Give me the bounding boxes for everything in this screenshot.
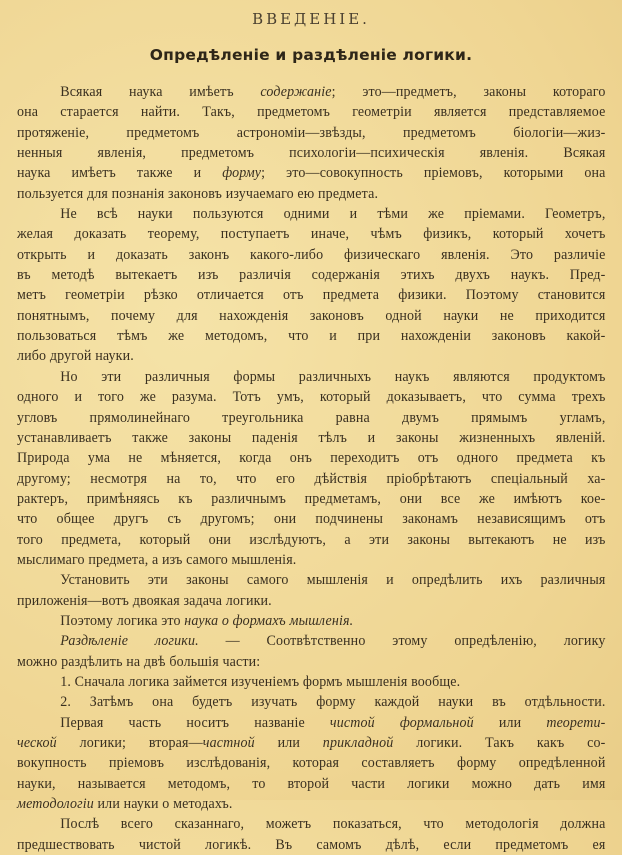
text-segment: ненныя явленія, предметомъ психологіи—психическія явленія. Всякая — [17, 145, 606, 162]
text-segment: 1. Сначала логика займется изученіемъ формъ мышленія вообще. — [60, 673, 461, 690]
text-segment: одного и того же разума. Тотъ умъ, который доказываетъ, что сумма трехъ — [17, 389, 606, 406]
text-line — [17, 713, 605, 733]
text-segment: или — [473, 714, 547, 731]
italic-text: содержаніе — [260, 84, 332, 100]
text-segment: 2. Затѣмъ она будетъ изучать форму каждой науки въ отдѣльности. — [60, 694, 606, 711]
text-line — [17, 367, 605, 387]
text-segment: или — [254, 735, 323, 751]
text-line — [17, 285, 605, 305]
text-segment: Первая часть носитъ названіе — [60, 714, 330, 731]
text-segment: она старается найти. Такъ, предметомъ геометріи является представляемое — [17, 104, 606, 121]
text-segment: пользуется для познанія законовъ изучаемаго ею предмета. — [17, 185, 379, 202]
text-line — [17, 652, 605, 672]
text-line — [17, 102, 605, 122]
text-segment: другому; несмотря на то, что его дѣйствія пріобрѣтаютъ спеціальный ха- — [17, 470, 606, 487]
text-segment: рактеръ, примѣняясь къ различнымъ предметамъ, они все же имѣютъ кое- — [17, 490, 606, 507]
text-line — [17, 408, 605, 428]
text-segment: Поэтому логика это — [60, 612, 185, 629]
text-line — [17, 346, 605, 366]
text-segment: либо другой науки. — [17, 348, 134, 365]
text-segment: метъ геометріи рѣзко отличается отъ предмета физики. Поэтому становится — [17, 287, 606, 304]
text-segment: устанавливаетъ также законы паденія тѣлъ и законы жизненныхъ явленій. — [17, 429, 606, 446]
text-line — [17, 814, 605, 834]
text-line — [17, 163, 605, 183]
text-segment: логики. Такъ какъ со- — [393, 735, 606, 751]
text-segment: — Соотвѣтственно этому опредѣленію, логику — [198, 633, 606, 650]
text-line — [17, 489, 605, 509]
text-line — [17, 184, 605, 204]
text-line — [17, 469, 605, 489]
text-segment: въ методѣ вытекаетъ изъ различія содержанія этихъ двухъ наукъ. Пред- — [17, 267, 606, 284]
text-line — [17, 143, 605, 163]
body-text — [17, 82, 606, 855]
text-line — [17, 591, 605, 611]
text-segment: предшествовать чистой логикѣ. Въ самомъ дѣлѣ, если предметомъ ея — [17, 836, 606, 853]
text-segment: угловъ прямолинейнаго треугольника равна двумъ прямымъ угламъ, — [17, 409, 606, 426]
text-line — [17, 570, 605, 590]
italic-text: форму — [222, 165, 262, 182]
text-segment: открыть и доказать законъ какого-либо физическаго явленія. Это различіе — [17, 246, 606, 263]
text-segment: или науки о методахъ. — [93, 796, 233, 813]
text-segment: вокупность пріемовъ изслѣдованія, которая составляетъ форму опредѣленной — [17, 755, 606, 772]
text-line — [17, 692, 605, 712]
text-segment: приложенія—вотъ двоякая задача логики. — [17, 592, 272, 609]
text-line — [17, 672, 605, 692]
italic-text: теорети- — [546, 714, 606, 731]
text-line — [17, 774, 605, 794]
text-segment: Но эти различныя формы различныхъ наукъ являются продуктомъ — [60, 368, 606, 385]
chapter-title: ВВЕДЕНІЕ. — [252, 10, 370, 28]
text-segment: ; это—предметъ, законы котораго — [331, 84, 606, 100]
italic-text: наука о формахъ мышленія. — [184, 612, 354, 629]
text-segment: можно раздѣлить на двѣ большія части: — [17, 653, 261, 670]
text-line — [17, 733, 605, 753]
text-line — [17, 387, 605, 407]
text-line — [17, 631, 605, 651]
italic-text: ческой — [17, 735, 57, 751]
text-segment: мыслимаго предмета, а изъ самого мышленія. — [17, 551, 297, 568]
text-line — [17, 753, 605, 773]
text-segment: Всякая наука имѣетъ — [60, 84, 261, 100]
text-segment: того предмета, который они изслѣдуютъ, а эти законы вытекаютъ не изъ — [17, 531, 606, 548]
text-segment: Послѣ всего сказаннаго, можетъ показаться, что методологія должна — [60, 816, 606, 833]
italic-text: Раздѣленіе логики. — [60, 633, 199, 650]
italic-text: прикладной — [322, 735, 394, 751]
text-segment: ; это—совокупность пріемовъ, которыми она — [261, 165, 606, 182]
text-line — [17, 326, 605, 346]
text-line — [17, 265, 605, 285]
text-segment: логики; вторая— — [56, 735, 203, 751]
italic-text: чистой формальной — [329, 714, 474, 731]
text-segment: Установить эти законы самого мышленія и опредѣлить ихъ различныя — [60, 572, 606, 589]
text-line — [17, 835, 605, 855]
text-segment: желая доказать теорему, поступаетъ иначе, чѣмъ физикъ, который хочетъ — [17, 226, 606, 243]
text-line — [17, 448, 605, 468]
text-line — [17, 306, 605, 326]
text-line — [17, 611, 605, 631]
text-segment: понятнымъ, почему для нахожденія законовъ одной науки не приходится — [17, 307, 606, 324]
text-segment: Не всѣ науки пользуются одними и тѣми же пріемами. Геометръ, — [60, 206, 606, 223]
text-line — [17, 245, 605, 265]
text-line — [17, 550, 605, 570]
text-segment: что общее другъ съ другомъ; они подчинены законамъ независящимъ отъ — [17, 511, 606, 528]
text-segment: пользоваться тѣмъ же методомъ, что и при нахожденіи законовъ какой- — [17, 328, 606, 345]
italic-text: методологіи — [17, 796, 94, 813]
text-segment: Природа ума не мѣняется, когда онъ переходитъ отъ одного предмета къ — [17, 450, 606, 467]
section-heading: Опредѣленіе и раздѣленіе логики. — [149, 46, 473, 64]
text-line — [17, 530, 605, 550]
text-segment: науки, называется методомъ, то второй части логики можно дать имя — [17, 775, 606, 792]
text-segment: наука имѣетъ также и — [17, 165, 223, 182]
text-line — [17, 82, 605, 102]
italic-text: частной — [202, 735, 255, 751]
text-segment: протяженіе, предметомъ астрономіи—звѣзды, предметомъ біологіи—жиз- — [17, 124, 606, 141]
text-line — [17, 123, 605, 143]
text-line — [17, 509, 605, 529]
text-line — [17, 428, 605, 448]
text-line — [17, 794, 605, 814]
text-line — [17, 204, 605, 224]
text-line — [17, 224, 605, 244]
